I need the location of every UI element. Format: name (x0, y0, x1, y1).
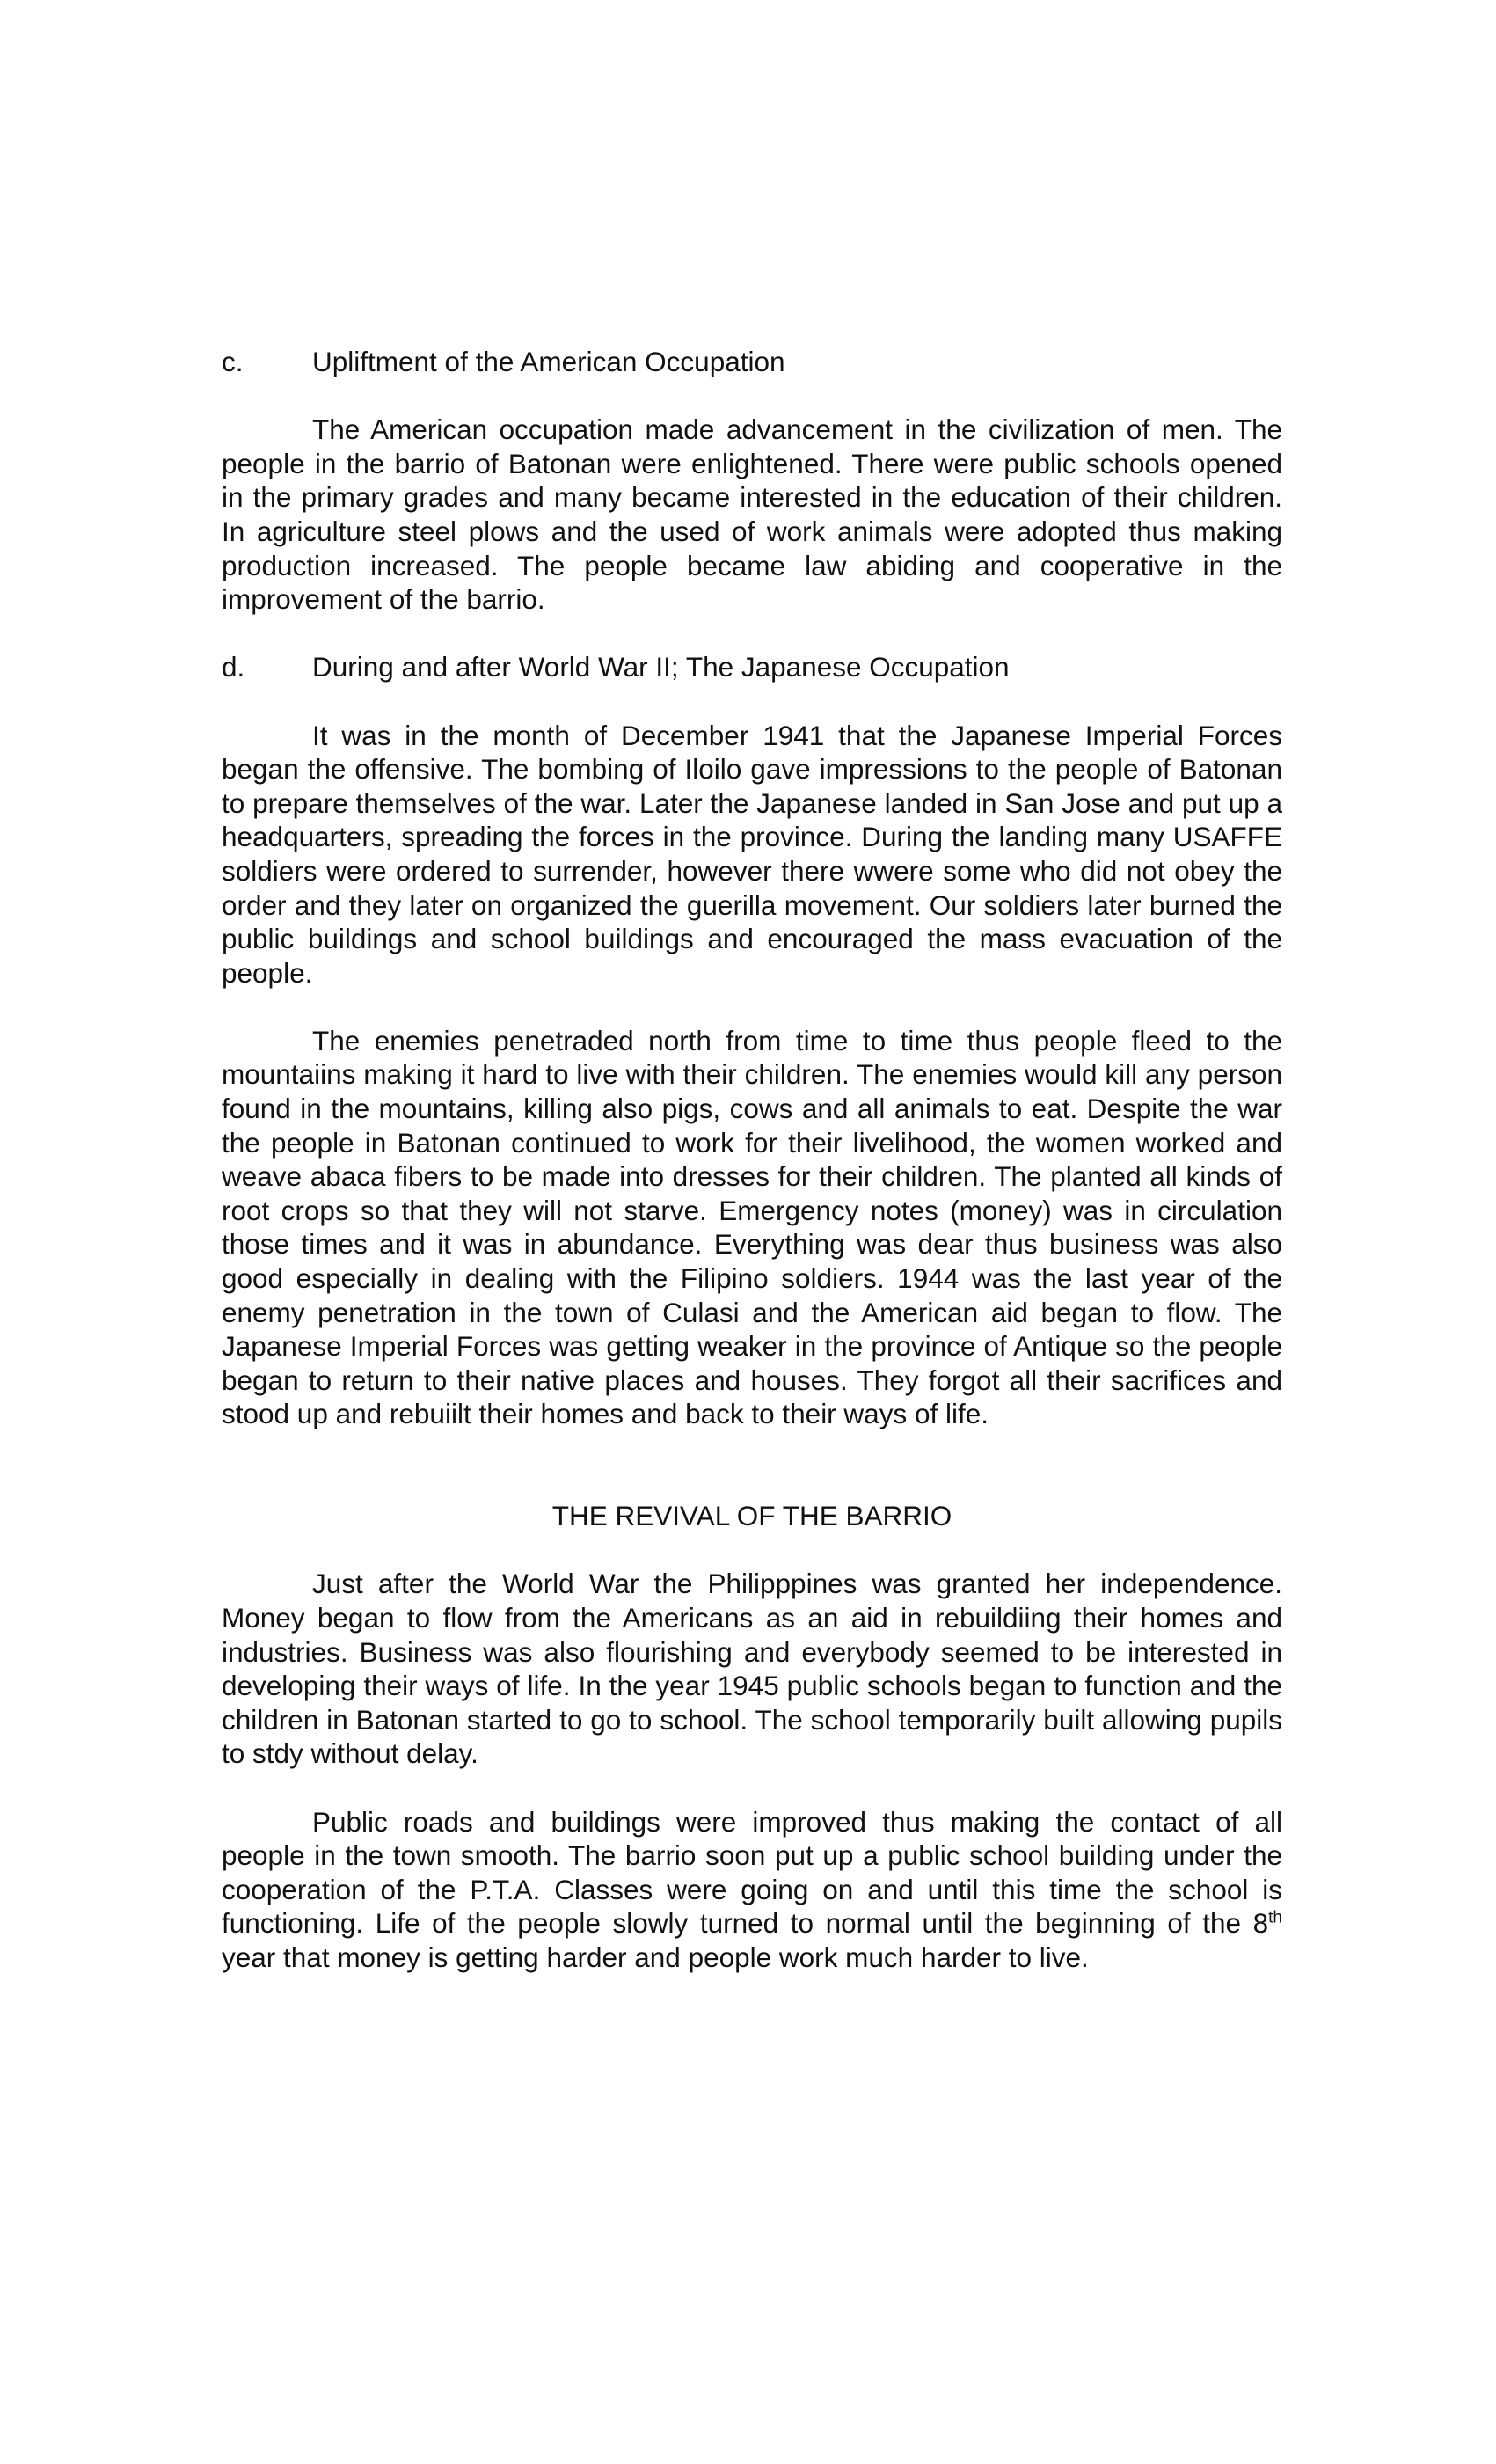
spacer (222, 379, 1282, 413)
section-d-paragraph-2: The enemies penetraded north from time to time thus people fleed to the mountaiins making it hard to live with their children. The enemies would kill any person found in the mountains, killing also pigs, cows and all animals to eat. Despite the war the people in Batonan continued to work for their livelihood, the women worked and weave abaca fibers to be made into dresses for their children. The planted all kinds of root crops so that they will not starve. Emergency notes (money) was in circulation those times and it was in abundance. Everything was dear thus business was also good especially in dealing with the Filipino soldiers. 1944 was the last year of the enemy penetration in the town of Culasi and the American aid began to flow. The Japanese Imperial Forces was getting weaker in the province of Antique so the people began to return to their native places and houses. They forgot all their sacrifices and stood up and rebuiilt their homes and back to their ways of life. (222, 1024, 1282, 1430)
revival-title: THE REVIVAL OF THE BARRIO (551, 1500, 952, 1532)
document-body (222, 345, 1282, 1975)
section-d-title: During and after World War II; The Japanese Occupation (312, 651, 1010, 684)
spacer (222, 1771, 1282, 1805)
revival-paragraph-2-text-a: Public roads and buildings were improved thus making the contact of all people in the town smooth. The barrio soon put up a public school building under the cooperation of the P.T.A. Classes were going on and until this time the school is functioning. Life of the people slowly turned to normal until the beginning of the 8 (222, 1805, 1282, 1940)
section-c-letter: c. (222, 346, 244, 377)
revival-paragraph-1: Just after the World War the Philipppines was granted her independence. Money began to flow from the Americans as an aid in rebuildiing their homes and industries. Business was also flourishing and everybody seemed to be interested in developing their ways of life. In the year 1945 public schools began to function and the children in Batonan started to go to school. The school temporarily built allowing pupils to stdy without delay. (222, 1568, 1282, 1770)
spacer (222, 684, 1282, 719)
section-c-heading (222, 345, 1282, 379)
revival-paragraph-2 (222, 1805, 1282, 1975)
spacer (222, 617, 1282, 651)
ordinal-suffix: th (1268, 1908, 1282, 1927)
section-c-title: Upliftment of the American Occupation (312, 346, 785, 377)
section-d-letter: d. (222, 651, 245, 684)
section-d-paragraph-1: It was in the month of December 1941 that the Japanese Imperial Forces began the offensive. The bombing of Iloilo gave impressions to the people of Batonan to prepare themselves of the war. Later the Japanese landed in San Jose and put up a headquarters, spreading the forces in the province. During the landing many USAFFE soldiers were ordered to surrender, however there wwere some who did not obey the order and they later on organized the guerilla movement. Our soldiers later burned the public buildings and school buildings and encouraged the mass evacuation of the people. (222, 719, 1282, 989)
revival-paragraph-2-text-b: year that money is getting harder and people work much harder to live. (222, 1941, 1089, 1973)
section-c-paragraph: The American occupation made advancement in the civilization of men. The people in the barrio of Batonan were enlightened. There were public schools opened in the primary grades and many became interested in the education of their children. In agriculture steel plows and the used of work animals were adopted thus making production increased. The people became law abiding and cooperative in the improvement of the barrio. (222, 413, 1282, 616)
section-d-heading (222, 650, 1282, 684)
spacer (222, 1431, 1282, 1499)
spacer (222, 1533, 1282, 1568)
spacer (222, 990, 1282, 1024)
